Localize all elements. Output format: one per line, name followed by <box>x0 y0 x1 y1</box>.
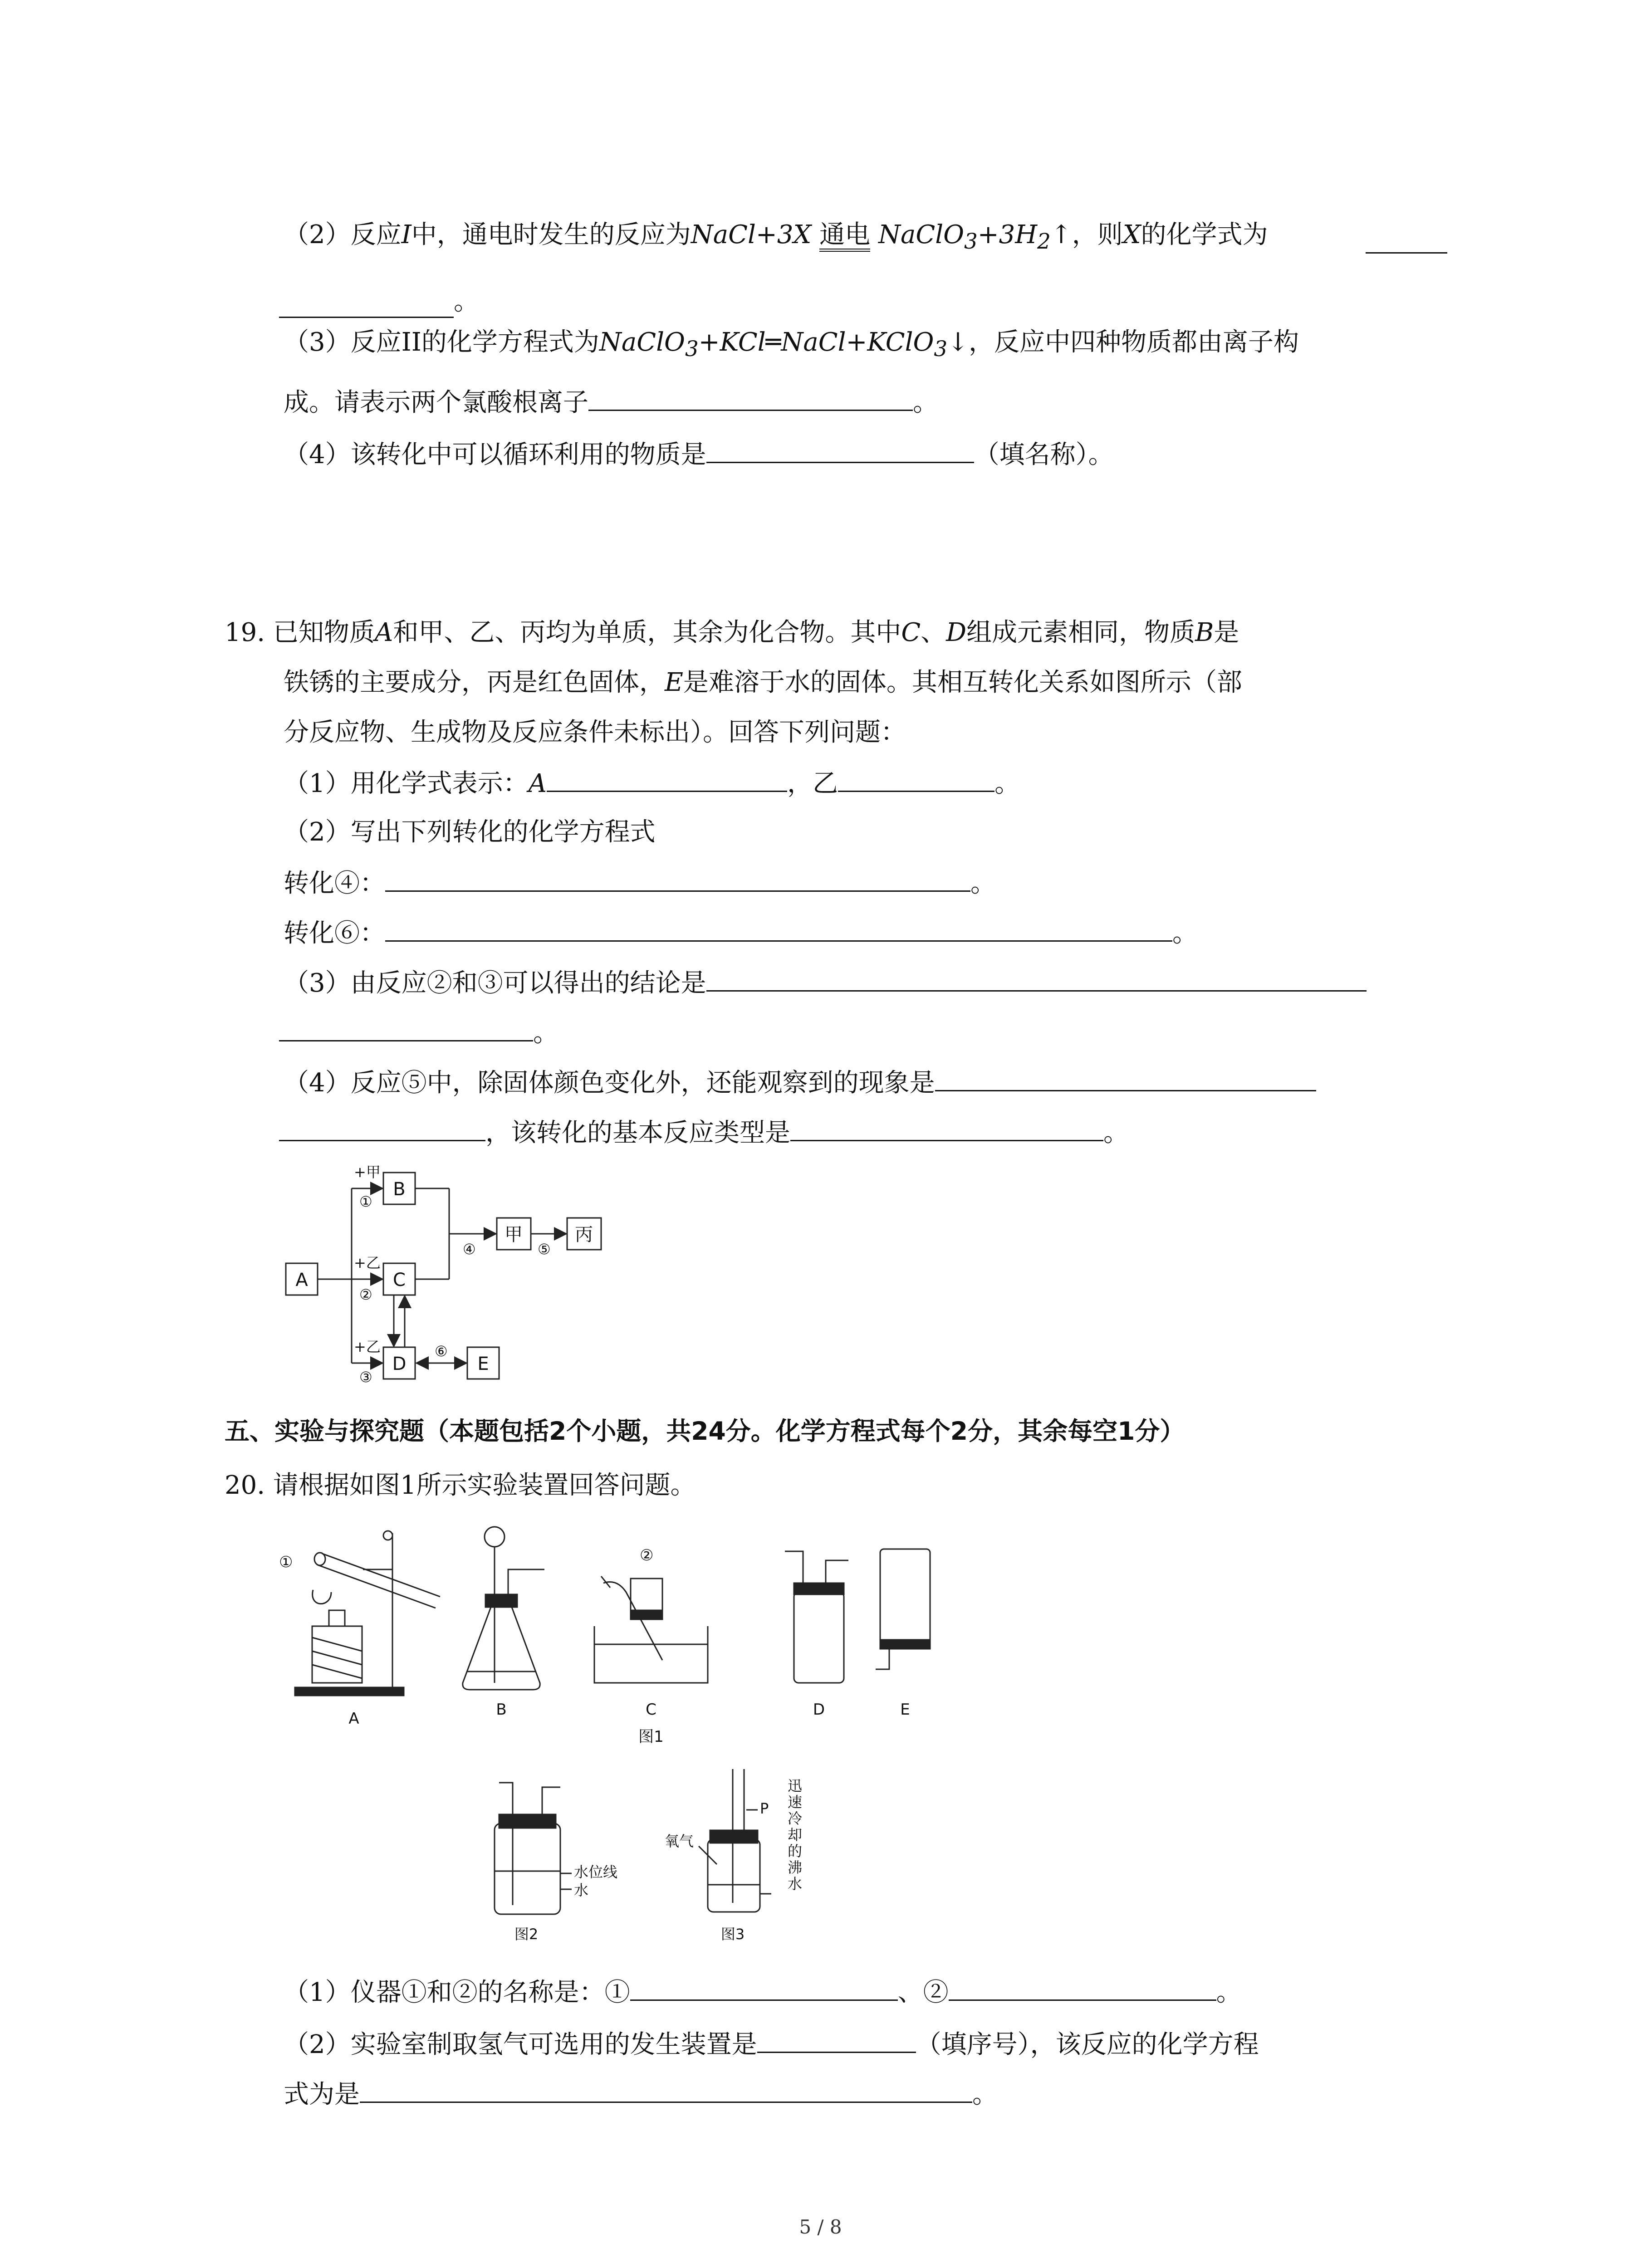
answer-blank-q20-1b[interactable] <box>949 1973 1216 2001</box>
apparatus-fig3 <box>699 1769 771 1912</box>
label-plus-jia: +甲 <box>354 1163 381 1181</box>
answer-blank-q18-2a[interactable] <box>1366 226 1447 254</box>
q19-part4: （4）反应⑤中，除固体颜色变化外，还能观察到的现象是 <box>284 1064 1316 1101</box>
fig3-label-oxygen: 氧气 <box>665 1833 694 1850</box>
q18-part3-line2: 成。请表示两个氯酸根离子 。 <box>284 383 938 421</box>
answer-blank-q18-4[interactable] <box>706 435 974 463</box>
apparatus-A <box>295 1531 440 1696</box>
fig1-mark-2: ② <box>640 1546 654 1564</box>
electrolysis-condition: 通电 <box>819 221 870 252</box>
label-n4: ④ <box>463 1241 476 1258</box>
q19-intro-line2: 铁锈的主要成分，丙是红色固体，E是难溶于水的固体。其相互转化关系如图所示（部 <box>284 668 1242 697</box>
fig1-label-E: E <box>900 1701 910 1719</box>
answer-blank-q20-2a[interactable] <box>757 2025 916 2053</box>
label-n3: ③ <box>359 1369 372 1386</box>
apparatus-E <box>876 1549 930 1669</box>
q18-part2-line1: （2）反应I中，通电时发生的反应为NaCl+3X 通电 $NaClO_3+3H_2↑$，则X的化学式为 <box>284 220 1268 254</box>
q20-part1: （1）仪器①和②的名称是：① 、② 。 <box>284 1973 1242 2011</box>
answer-blank-q20-2b[interactable] <box>360 2075 972 2103</box>
q19-transform6: 转化⑥： 。 <box>284 914 1198 952</box>
q19-intro-line3: 分反应物、生成物及反应条件未标出）。回答下列问题： <box>284 718 906 747</box>
fig3-caption: 图3 <box>720 1926 745 1943</box>
answer-blank-q19-3a[interactable] <box>706 964 1367 992</box>
answer-blank-q19-4a[interactable] <box>935 1064 1316 1091</box>
box-A-label: A <box>295 1270 308 1290</box>
label-plus-yi-1: +乙 <box>354 1254 381 1271</box>
apparatus-B <box>463 1527 544 1690</box>
fig1-label-C: C <box>646 1701 656 1719</box>
apparatus-D <box>785 1551 848 1683</box>
answer-blank-q19-3b[interactable] <box>279 1014 533 1041</box>
equation: NaCl+3X 通电 $NaClO_3+3H_2$ <box>691 220 1051 254</box>
q20-part2: （2）实验室制取氢气可选用的发生装置是 （填序号），该反应的化学方程 <box>284 2025 1259 2063</box>
label-n5: ⑤ <box>538 1241 551 1258</box>
equation-2: NaClO$_3$+KCl═NaCl+KClO$_3$ <box>599 327 948 362</box>
q19-part3-cont: 。 <box>279 1014 558 1051</box>
fig2-label-water: 水 <box>574 1882 589 1899</box>
q19-part1: （1）用化学式表示：A ，乙 。 <box>284 764 1020 802</box>
fig3-vertical-label: 迅速冷却的沸水 <box>785 1778 803 1892</box>
apparatus-C <box>594 1576 708 1683</box>
fig1-label-B: B <box>496 1701 507 1719</box>
label-n6: ⑥ <box>435 1343 448 1360</box>
box-B-label: B <box>393 1179 406 1200</box>
answer-blank-q19-1b[interactable] <box>838 764 994 792</box>
fig2-caption: 图2 <box>514 1926 539 1943</box>
reaction-scheme-diagram <box>272 1159 626 1386</box>
figure-1-apparatus <box>272 1515 953 1746</box>
q19-intro-line1: 19. 已知物质A和甲、乙、丙均为单质，其余为化合物。其中C、D组成元素相同，物质B是 <box>225 618 1239 647</box>
q19-transform4: 转化④： 。 <box>284 864 996 902</box>
label-plus-yi-2: +乙 <box>354 1338 381 1355</box>
answer-blank-q18-2b[interactable] <box>279 290 454 318</box>
fig1-label-D: D <box>813 1701 825 1719</box>
answer-blank-q19-4b[interactable] <box>279 1114 485 1141</box>
fig1-mark-1: ① <box>279 1553 293 1571</box>
answer-blank-q19-t6[interactable] <box>385 914 1172 942</box>
q18-part4: （4）该转化中可以循环利用的物质是 （填名称）。 <box>284 435 1114 473</box>
apparatus-fig2 <box>495 1783 572 1914</box>
answer-blank-q18-3[interactable] <box>588 383 913 411</box>
q19-part2: （2）写出下列转化的化学方程式 <box>284 817 656 847</box>
answer-blank-q20-1a[interactable] <box>630 1973 898 2001</box>
answer-blank-q19-1a[interactable] <box>547 764 787 792</box>
fig1-caption: 图1 <box>638 1728 664 1746</box>
section-5-heading: 五、实验与探究题（本题包括2个小题，共24分。化学方程式每个2分，其余每空1分） <box>225 1417 1185 1446</box>
box-C-label: C <box>393 1270 406 1290</box>
q20-part2-cont: 式为是 。 <box>284 2075 998 2113</box>
fig2-label-water-line: 水位线 <box>574 1863 618 1881</box>
fig3-label-p: P <box>760 1800 769 1817</box>
box-D-label: D <box>392 1354 407 1374</box>
page-number: 5 / 8 <box>799 2216 842 2238</box>
label-n1: ① <box>359 1193 372 1210</box>
answer-blank-q19-4c[interactable] <box>790 1114 1103 1141</box>
fig1-label-A: A <box>348 1710 359 1728</box>
figure-2-3-apparatus <box>481 1760 889 1950</box>
box-E-label: E <box>477 1354 489 1374</box>
q18-part3-line1: （3）反应II的化学方程式为NaClO$_3$+KCl═NaCl+KClO$_3$↓，反应中四种物质都由离子构 <box>284 327 1299 362</box>
q19-part3: （3）由反应②和③可以得出的结论是 <box>284 964 1367 1002</box>
box-bing-label: 丙 <box>575 1224 593 1245</box>
q19-part4-cont: ，该转化的基本反应类型是 。 <box>279 1114 1129 1151</box>
answer-blank-q19-t4[interactable] <box>385 864 970 892</box>
label-n2: ② <box>359 1286 372 1303</box>
box-jia-label: 甲 <box>505 1224 523 1245</box>
q20-intro: 20. 请根据如图1所示实验装置回答问题。 <box>225 1471 696 1500</box>
